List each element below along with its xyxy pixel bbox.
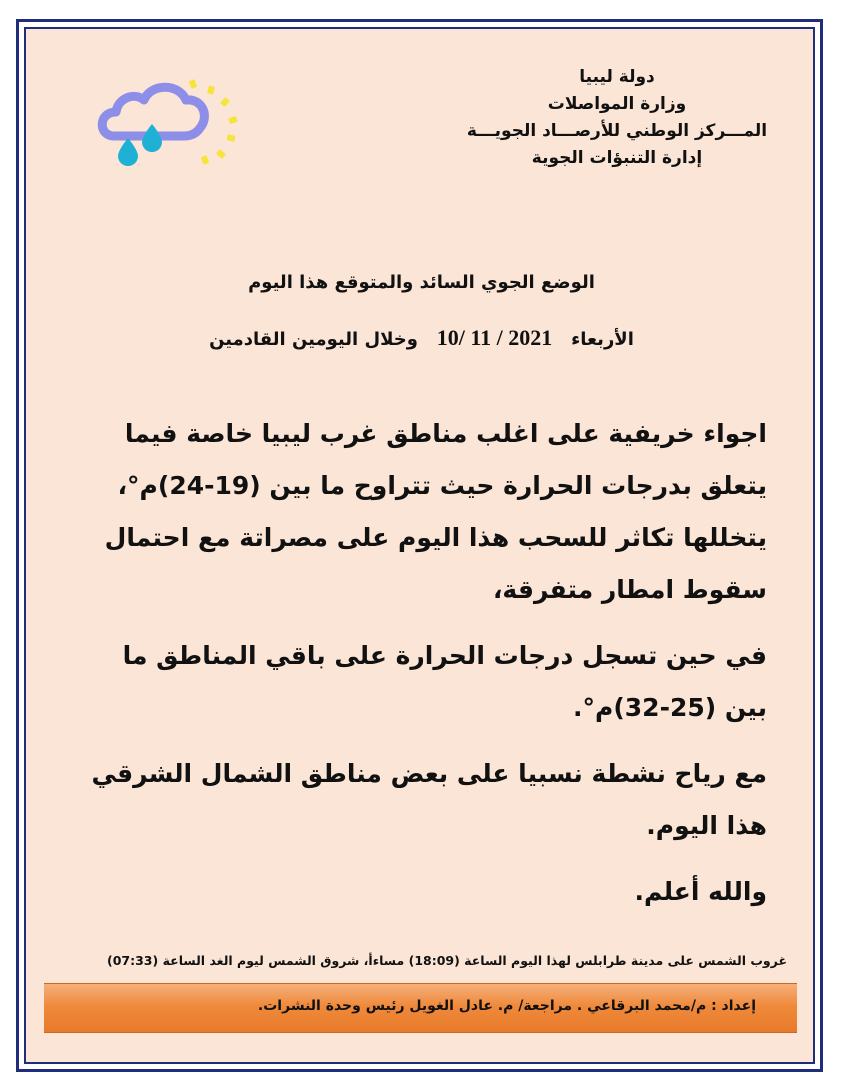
date-day: الأربعاء — [571, 329, 634, 350]
forecast-paragraph-2: في حين تسجل درجات الحرارة على باقي المناطق ما بين (25-32)م°. — [122, 641, 767, 722]
cloud-rain-sun-icon — [94, 76, 254, 168]
forecast-paragraph-3: مع رياح نشطة نسبيا على بعض مناطق الشمال الشرقي هذا اليوم. — [91, 759, 767, 840]
header-country: دولة ليبيا — [579, 67, 655, 87]
forecast-paragraph-1: اجواء خريفية على اغلب مناطق غرب ليبيا خاصة فيما يتعلق بدرجات الحرارة حيث تتراوح ما بين (19-24)م°، يتخللها تكاثر للسحب هذا اليوم على مصراتة مع احتمال سقوط امطار متفرقة، — [104, 419, 767, 604]
date-suffix: وخلال اليومين القادمين — [209, 329, 418, 350]
header-center: المـــركز الوطني للأرصـــاد الجويـــة — [466, 121, 768, 141]
header-organization — [447, 64, 787, 172]
footer-credits: إعداد : م/محمد البرقاعي . مراجعة/ م. عادل الغويل رئيس وحدة النشرات. — [257, 998, 756, 1014]
forecast-closing: والله أعلم. — [634, 877, 767, 906]
date-value: 10/ 11 / 2021 — [436, 325, 553, 350]
header-ministry: وزارة المواصلات — [547, 94, 687, 114]
forecast-body — [74, 408, 767, 932]
page-title: الوضع الجوي السائد والمتوقع هذا اليوم — [248, 272, 595, 293]
date-line — [90, 325, 753, 351]
header-department: إدارة التنبؤات الجوية — [531, 148, 703, 168]
sun-times: غروب الشمس على مدينة طرابلس لهذا اليوم الساعة (18:09) مساءأ، شروق الشمس ليوم الغد الساعة (07:33) — [107, 953, 787, 968]
